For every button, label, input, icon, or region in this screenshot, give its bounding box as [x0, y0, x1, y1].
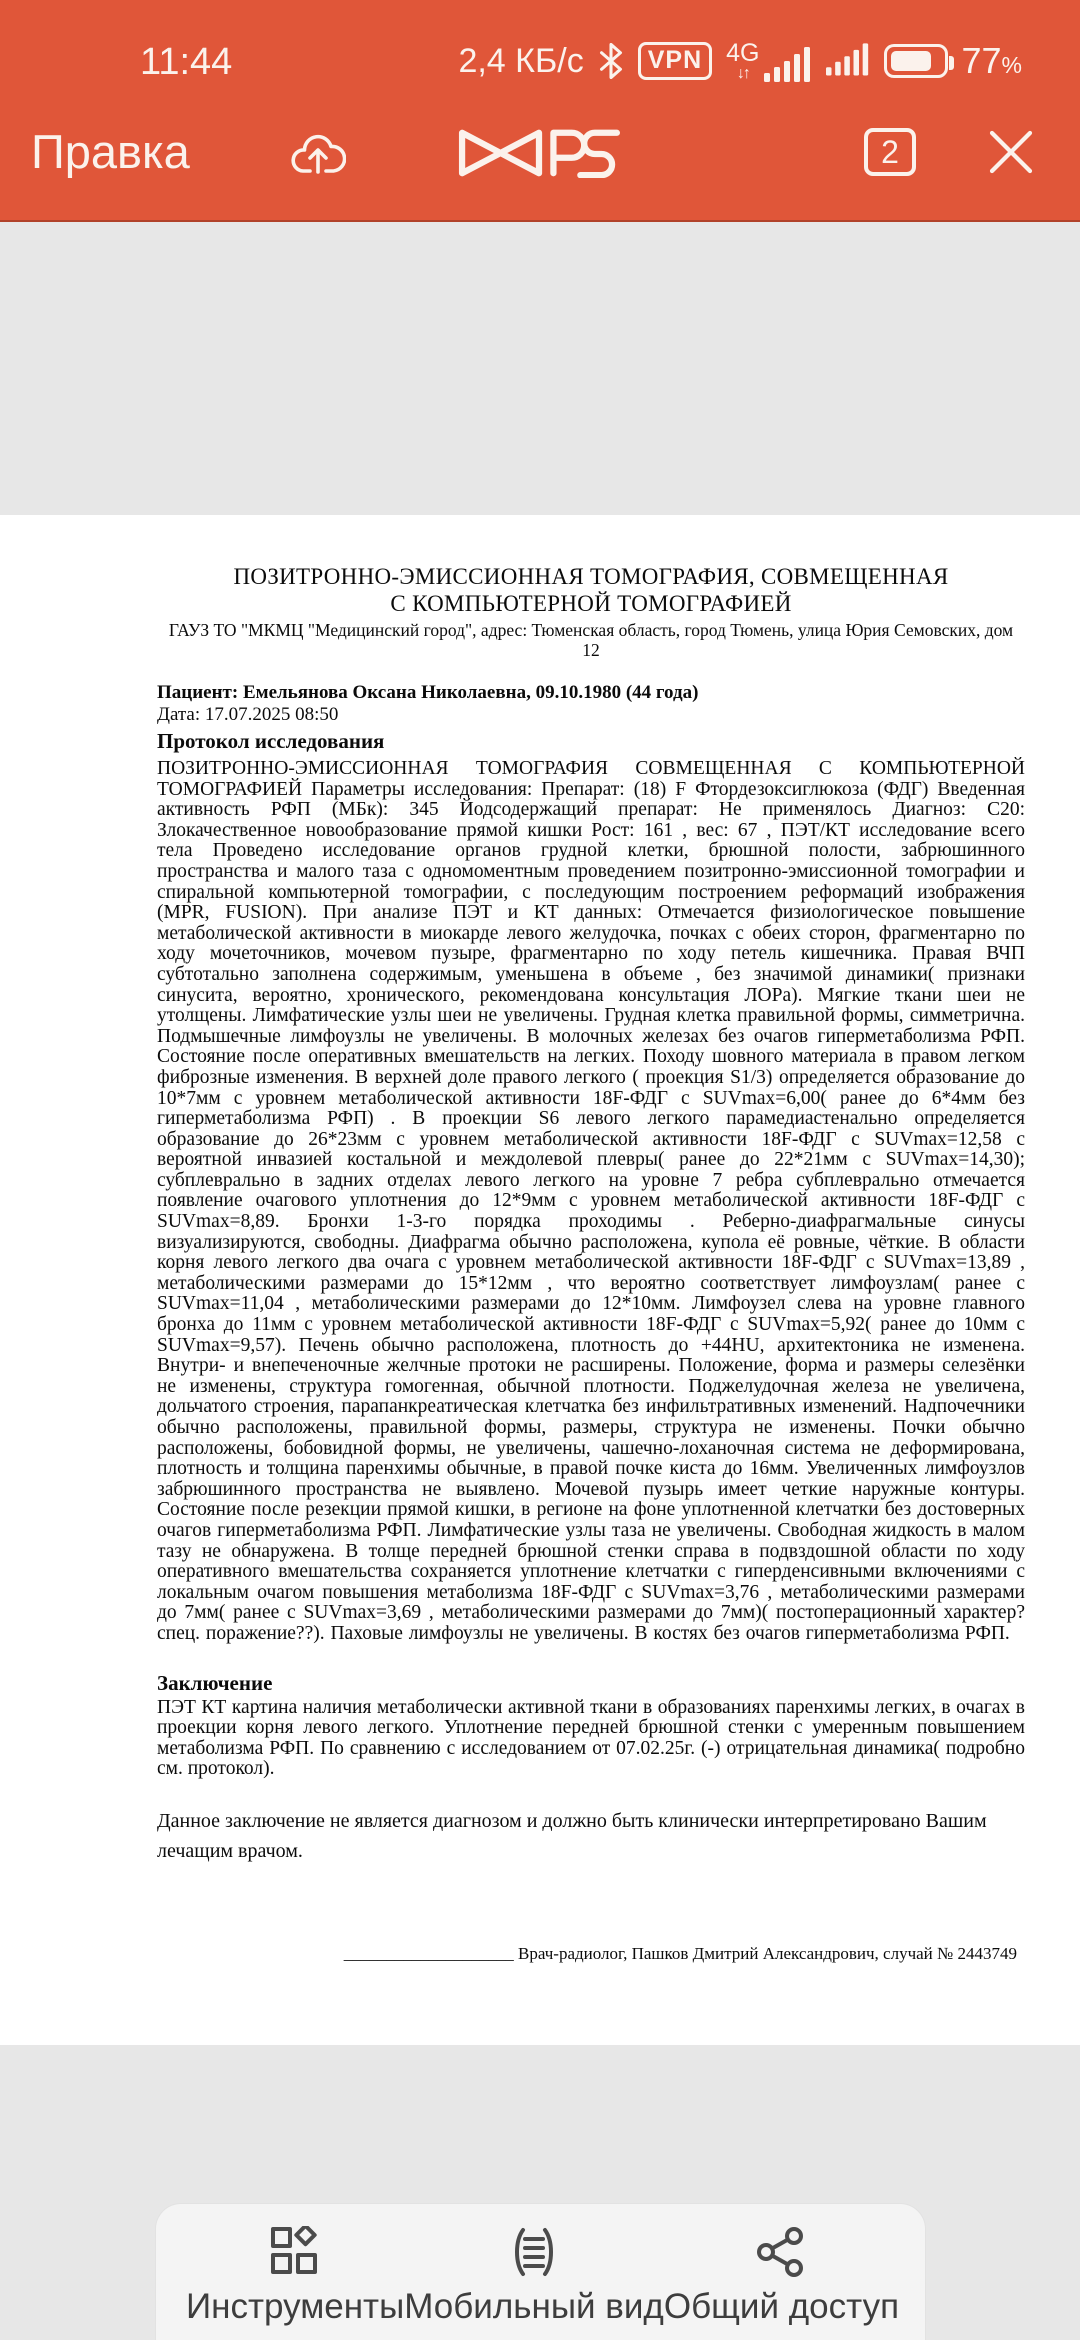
- protocol-text: ПОЗИТРОННО-ЭМИССИОННАЯ ТОМОГРАФИЯ СОВМЕЩЕННАЯ С КОМПЬЮТЕРНОЙ ТОМОГРАФИЕЙ Параметры исследования: Препарат: (18) F Фтордезоксиглюкоза (ФДГ) Введенная активность РФП (МБк): 345 Йодсодержащий препарат: Не применялось Диагноз: C20: Злокачественное новообразование прямой кишки Рост: 161 , вес: 67 , ПЭТ/КТ исследование всего тела Проведено исследование органов грудной клетки, брюшной полости, забрюшинного пространства и малого таза с одномоментным проведением позитронно-эмиссионной томографии и спиральной компьютерной томографии, с последующим построением реформаций изображения (MPR, FUSION). При анализе ПЭТ и КТ данных: Отмечается физиологическое повышение метаболической активности в миокарде левого желудочка, почках с обеих сторон, фрагментарно по ходу мочеточников, мочевом пузыре, фрагментарно по ходу петель кишечника. Правая ВЧП субтотально заполнена содержимым, уменьшена в объеме , без значимой динамики( признаки синусита, вероятно, хронического, рекомендована консультация ЛОРа). Мягкие ткани шеи не утолщены. Лимфатические узлы шеи не увеличены. Грудная клетка правильной формы, симметрична. Подмышечные лимфоузлы не увеличены. В молочных железах без очагов гиперметаболизма РФП. Состояние после оперативных вмешательств на легких. Походу шовного материала в правом легком фиброзные изменения. В верхней доле правого легкого ( проекция S1/3) определяется образование до 10*7мм с уровнем метаболической активности 18F-ФДГ с SUVmax=6,00( ранее до 6*4мм без гиперметаболизма РФП) . В проекции S6 левого легкого парамедиастенально определяется образование до 26*23мм с уровнем метаболической активности 18F-ФДГ с SUVmax=12,58 с вероятной инвазией костальной и междолевой плевры( ранее до 22*21мм с SUVmax=14,30); субплеврально в задних отделах левого легкого на уровне 7 ребра субплеврально отмечается появление очагового уплотнения до 12*9мм с уровнем метаболической активности 18F-ФДГ с SUVmax=8,89. Бронхи 1-3-го порядка проходимы . Реберно-диафрагмальные синусы визуализируются, свободны. Диафрагма обычно расположена, купола её ровные, чёткие. В области корня левого легкого два очага с уровнем метаболической активности 18F-ФДГ с SUVmax=13,89 , метаболическими размерами до 15*12мм , что вероятно соответствует лимфоузлам( ранее с SUVmax=11,04 , метаболическими размерами до 12*10мм. Лимфоузел слева на уровне главного бронха до 11мм с уровнем метаболической активности 18F-ФДГ с SUVmax=5,92( ранее до 10мм с SUVmax=9,57). Печень обычно расположена, плотность до +44HU, архитектоника не изменена. Внутри- и внепеченочные желчные протоки не расширены. Положение, форма и размеры селезёнки не изменены, структура гомогенная, обычной плотности. Поджелудочная железа не увеличена, дольчатого строения, парапанкреатическая клетчатка без инфильтративных изменений. Надпочечники обычно расположены, правильной формы, размеры, структура не изменены. Почки обычно расположены, бобовидной формы, не увеличены, чашечно-лоханочная система не деформирована, плотность и толщина паренхимы обычные, в правой почке киста до 16мм. Увеличенных лимфоузлов забрюшинного пространства не выявлено. Мочевой пузырь имеет четкие наружные контуры. Состояние после резекции прямой кишки, в регионе на фоне уплотненной клетчатки без достоверных очагов гиперметаболизма РФП. Лимфатические узлы таза не увеличены. Свободная жидкость в малом тазу не обнаружена. В толще передней брюшной стенки справа в подвздошной области по ходу оперативного вмешательства сохраняется уплотнение клетчатки с гиперденсивными включениями с локальным очагом повышения метаболизма 18F-ФДГ с SUVmax=3,76 , метаболическими размерами до 7мм( ранее с SUVmax=3,69 , метаболическими размерами до 7мм)( постоперационный характер? спец. поражение??). Паховые лимфоузлы не увеличены. В костях без очагов гиперметаболизма РФП.: [157, 758, 1025, 1644]
- battery-percent: 77%: [961, 40, 1022, 81]
- toolbar-item-tools[interactable]: [186, 2226, 404, 2326]
- document-page[interactable]: [0, 515, 1080, 2045]
- status-icons: [458, 40, 1022, 82]
- toolbar-item-mobile-view[interactable]: [404, 2226, 664, 2326]
- vpn-icon: VPN: [638, 42, 712, 80]
- signature-blank-line: ____________________: [343, 1943, 514, 1963]
- clock: 11:44: [140, 41, 233, 83]
- date-line: Дата: 17.07.2025 08:50: [157, 704, 339, 725]
- data-activity-arrows: ↓↑: [736, 64, 749, 82]
- app-header: [0, 90, 1080, 222]
- mobile-view-icon: [508, 2226, 560, 2278]
- patient-line: Пациент: Емельянова Оксана Николаевна, 09.10.1980 (44 года): [157, 682, 699, 703]
- wps-logo: [456, 128, 622, 178]
- edit-button[interactable]: Правка: [31, 125, 190, 178]
- conclusion-text: ПЭТ КТ картина наличия метаболически активной ткани в образованиях паренхимы легких, в очагах в проекции корня левого легкого. Уплотнение передней брюшной стенки с умеренным повышением метаболизма РФП. По сравнению с исследованием от 07.02.25г. (-) отрицательная динамика( подробно см. протокол).: [157, 1696, 1025, 1780]
- signal-primary: [726, 38, 811, 82]
- bottom-toolbar: [155, 2203, 926, 2340]
- document-count-badge[interactable]: 2: [864, 128, 916, 176]
- protocol-heading: Протокол исследования: [157, 729, 385, 753]
- clinic-address: ГАУЗ ТО "МКМЦ "Медицинский город", адрес: Тюменская область, город Тюмень, улица Юрия Семовских, дом 12: [168, 620, 1014, 660]
- conclusion-heading: Заключение: [157, 1670, 273, 1695]
- close-icon[interactable]: [988, 130, 1034, 174]
- battery-icon: [884, 44, 948, 78]
- signal-bars-icon: [826, 41, 870, 77]
- signature-text: Врач-радиолог, Пашков Дмитрий Александрович, случай № 2443749: [513, 1943, 1017, 1963]
- toolbar-item-share[interactable]: [664, 2226, 899, 2326]
- signal-bars-icon: [764, 46, 812, 82]
- network-type-label: 4G ↓↑: [726, 38, 760, 82]
- document-title: ПОЗИТРОННО-ЭМИССИОННАЯ ТОМОГРАФИЯ, СОВМЕЩЕННАЯ С КОМПЬЮТЕРНОЙ ТОМОГРАФИЕЙ: [233, 564, 949, 616]
- bluetooth-icon: [598, 43, 624, 79]
- signature-block: [157, 1944, 1025, 1964]
- cloud-upload-icon[interactable]: [290, 126, 346, 178]
- tools-grid-icon: [269, 2226, 321, 2278]
- signal-secondary: [826, 41, 870, 82]
- toolbar-item-label: Мобильный вид: [404, 2287, 664, 2326]
- disclaimer-text: Данное заключение не является диагнозом и должно быть клинически интерпретировано Вашим лечащим врачом.: [157, 1809, 987, 1862]
- share-nodes-icon: [755, 2226, 807, 2278]
- network-speed: 2,4 КБ/с: [458, 41, 584, 80]
- status-bar: [0, 0, 1080, 90]
- toolbar-item-label: Общий доступ: [663, 2287, 900, 2326]
- toolbar-item-label: Инструменты: [186, 2287, 405, 2326]
